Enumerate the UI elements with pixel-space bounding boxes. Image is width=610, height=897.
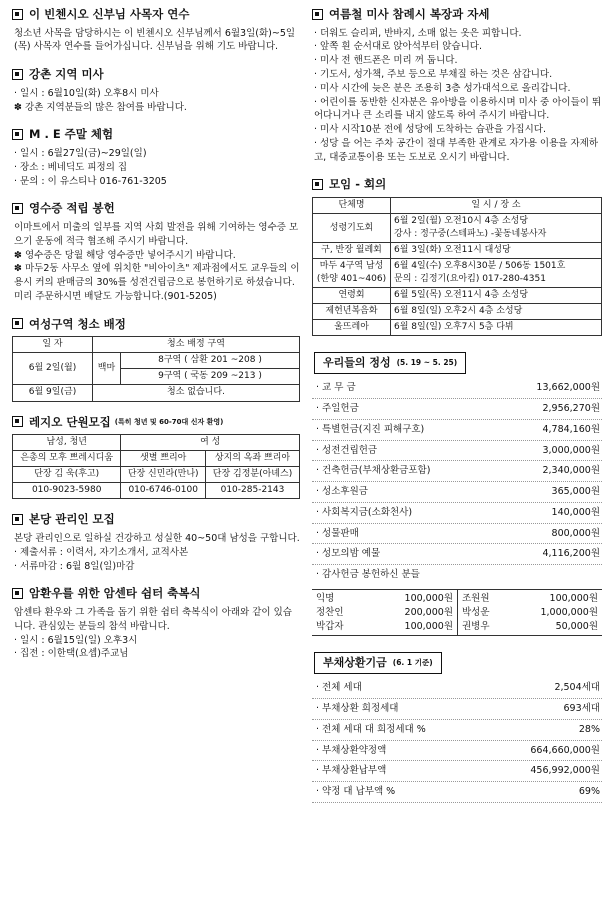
section-body: 이마트에서 미출의 일부를 지역 사회 발전을 위해 기여하는 영수증 모으기 운동에 적극 협조해 주시기 바랍니다. (14, 222, 299, 247)
donor-row: 정찬인 200,000원 (316, 606, 453, 618)
section-title: 강촌 지역 미사 (29, 67, 104, 82)
offerings-title-box: 우리들의 정성 (5. 19 ~ 5. 25) (314, 352, 466, 374)
debt-fund-section (312, 648, 602, 803)
section-body: 본당 관리인으로 일하실 건강하고 성실한 40~50대 남성을 구합니다. (14, 533, 300, 545)
note-line: ✽ 마두2동 사무소 옆에 위치한 "비아이츠" 제과점에서도 교우들의 이용시 커의 판매금의 30%를 성전건립금으로 봉헌하기로 하셨습니다. 미리 주문하시면 배달도 가능합니다.(901-5205) (14, 263, 300, 302)
square-bullet-icon (12, 203, 23, 214)
section-title: 암환우를 위한 암센타 쉼터 축복식 (29, 586, 201, 601)
table-row: 은총의 모후 쁘레시디움 샛별 쁘리아 상지의 옥좌 쁘리아 (13, 451, 300, 467)
table-header: 여 성 (121, 435, 300, 451)
table-row: 울뜨레아 6월 8일(일) 오후7시 5층 다뷔 (313, 320, 602, 336)
notice-receipt-offering (12, 200, 300, 303)
offerings-list (312, 378, 602, 585)
list-item: · 전체 세대 대 희정세대 % 28% (312, 720, 602, 741)
donor-row: 조원원 100,000원 (462, 593, 598, 605)
detail-line: · 일시 : 6월10일(화) 오후8시 미사 (14, 87, 159, 99)
list-item: · 기도서, 성가책, 주보 등으로 부채질 하는 것은 삼갑니다. (314, 68, 553, 80)
debt-fund-title-box: 부채상환기금 (6. 1 기준) (314, 652, 442, 674)
notice-legio-recruit (12, 414, 300, 500)
notice-summer-attire (312, 6, 602, 164)
notice-me-weekend (12, 126, 300, 188)
detail-line: · 서류마감 : 6월 8일(일)마감 (14, 560, 135, 572)
list-item: · 감사헌금 봉헌하신 분들 (312, 565, 602, 585)
list-item: · 어린이를 동반한 신자분은 유아방을 이용하시며 미사 중 아이들이 뛰어다니거나 큰 소리를 내지 않도록 하여 주시기 바랍니다. (314, 96, 602, 122)
detail-line: · 장소 : 베네딕도 피정의 집 (14, 161, 128, 173)
list-item: · 성모의밤 예물 4,116,200원 (312, 544, 602, 565)
section-title: 본당 관리인 모집 (29, 512, 115, 527)
donor-row: 권병우 50,000원 (462, 620, 598, 632)
square-bullet-icon (12, 588, 23, 599)
notice-meetings (312, 176, 602, 336)
table-row: 010-9023-5980 010-6746-0100 010-285-2143 (13, 483, 300, 499)
square-bullet-icon (12, 318, 23, 329)
list-item: · 미사 시작10분 전에 성당에 도착하는 습관을 가집시다. (314, 124, 546, 136)
list-item: · 건축헌금(부채상환금포함) 2,340,000원 (312, 461, 602, 482)
donor-row: 박성운 1,000,000원 (462, 606, 598, 618)
list-item: · 미사 전 핸드폰은 미리 꺼 둡니다. (314, 55, 458, 67)
section-title: 모임 - 회의 (329, 177, 387, 192)
notice-priest-training (12, 6, 300, 54)
list-item: · 더워도 슬리퍼, 반바지, 소매 없는 옷은 피합니다. (314, 27, 522, 39)
donor-row: 익명 100,000원 (316, 593, 453, 605)
square-bullet-icon (12, 9, 23, 20)
donors-column (457, 590, 602, 635)
detail-line: ✽ 강촌 지역분들의 많은 참여를 바랍니다. (14, 101, 187, 113)
donors-grid (312, 589, 602, 636)
list-item: · 약정 대 납부액 % 69% (312, 782, 602, 803)
section-body: 청소년 사목을 담당하시는 이 빈첸시오 신부님께서 6월3일(화)~5일(목) 사목자 연수를 들어가십니다. 신부님을 위해 기도 바랍니다. (14, 27, 296, 53)
list-item: · 부채상환납부액 456,992,000원 (312, 761, 602, 782)
section-title: 레지오 단원모집 (29, 414, 111, 429)
list-item: · 앞쪽 흰 순서대로 앉아석부터 앉습니다. (314, 41, 482, 53)
table-row: 성령기도회 6월 2일(월) 오전10시 4층 소성당 강사 : 정구중(스테파노) -꽃동네봉사자 (313, 214, 602, 243)
detail-line: · 문의 : 이 유스티나 016-761-3205 (14, 175, 167, 187)
list-item: · 성물판매 800,000원 (312, 524, 602, 545)
table-row: 제헌년복음화 6월 8일(일) 오후2시 4층 소성당 (313, 304, 602, 320)
square-bullet-icon (12, 129, 23, 140)
left-column (12, 6, 300, 673)
list-item: · 성전건립헌금 3,000,000원 (312, 441, 602, 462)
table-header: 일 시 / 장 소 (391, 198, 602, 214)
legio-table (12, 434, 300, 499)
notice-cancer-center (12, 585, 300, 661)
notice-cleaning-schedule (12, 316, 300, 402)
table-header: 남성, 청년 (13, 435, 121, 451)
donor-row: 박갑자 100,000원 (316, 620, 453, 632)
table-row: 6월 9일(금) 청소 없습니다. (13, 385, 300, 401)
detail-line: · 집전 : 이한택(요셉)주교님 (14, 648, 129, 660)
section-title: 여성구역 청소 배정 (29, 316, 126, 331)
list-item: · 특별헌금(지진 피해구호) 4,784,160원 (312, 420, 602, 441)
table-header: 청소 배정 구역 (93, 337, 300, 353)
square-bullet-icon (312, 9, 323, 20)
table-header: 일 자 (13, 337, 93, 353)
square-bullet-icon (312, 179, 323, 190)
notice-gangchon-mass (12, 66, 300, 114)
right-column (312, 6, 602, 815)
table-row: 9구역 ( 국동 209 ~213 ) (13, 369, 300, 385)
attire-list (312, 27, 602, 165)
table-row: 연령회 6월 5일(목) 오전11시 4층 소성당 (313, 288, 602, 304)
list-item: · 성소후원금 365,000원 (312, 482, 602, 503)
list-item: · 부채상환약정액 664,660,000원 (312, 741, 602, 762)
list-item: · 미사 시간에 늦은 분은 조용히 3층 성가대석으로 올리갑니다. (314, 82, 571, 94)
table-row: 6월 2일(월) 백마 8구역 ( 삼환 201 ~208 ) (13, 353, 300, 369)
list-item: · 부채상환 희정세대 693세대 (312, 699, 602, 720)
section-title: 여름철 미사 참례시 복장과 자세 (329, 7, 490, 21)
debt-fund-list (312, 678, 602, 803)
meetings-table (312, 197, 602, 336)
section-title: 영수증 적립 봉헌 (29, 201, 115, 216)
note-line: ✽ 영수증은 당월 해당 영수증만 넣어주시기 바랍니다. (14, 249, 236, 261)
table-header: 단체명 (313, 198, 391, 214)
table-row: 마두 4구역 남성 (한양 401~406) 6월 4일(수) 오후8시30분 / 506동 1501호 문의 : 김정기(요아킴) 017-280-4351 (313, 259, 602, 288)
square-bullet-icon (12, 514, 23, 525)
cleaning-table (12, 336, 300, 401)
donors-column (312, 590, 457, 635)
list-item: · 교 무 금 13,662,000원 (312, 378, 602, 399)
notice-caretaker-recruit (12, 511, 300, 573)
section-title: 이 빈첸시오 신부님 사목자 연수 (29, 7, 190, 21)
list-item: · 전체 세대 2,504세대 (312, 678, 602, 699)
list-item: · 성당 을 어는 주차 공간이 절대 부족한 관계로 자가용 이용을 자제하고, 대중교통이용 또는 도보로 오시기 바랍니다. (314, 137, 599, 163)
detail-line: · 제출서류 : 이력서, 자기소개서, 교적사본 (14, 546, 189, 558)
detail-line: · 일시 : 6월27일(금)~29일(일) (14, 148, 147, 160)
detail-line: · 일시 : 6월15일(일) 오후3시 (14, 634, 138, 646)
table-row: 구, 반장 월례회 6월 3일(화) 오전11시 대성당 (313, 243, 602, 259)
square-bullet-icon (12, 69, 23, 80)
section-body: 암센타 환우와 그 가족을 돕기 위한 쉼터 축복식이 아래와 같이 있습니다. 관심있는 분들의 참석 바랍니다. (14, 607, 292, 632)
list-item: · 주일헌금 2,956,270원 (312, 399, 602, 420)
section-title: M . E 주말 체험 (29, 127, 114, 142)
table-row: 단장 김 욱(후고) 단장 신민라(만나) 단장 김정분(아녜스) (13, 467, 300, 483)
offerings-section (312, 348, 602, 636)
square-bullet-icon (12, 416, 23, 427)
list-item: · 사회복지금(소화천사) 140,000원 (312, 503, 602, 524)
section-subtitle: (특히 청년 및 60-70대 신자 환영) (114, 417, 224, 426)
